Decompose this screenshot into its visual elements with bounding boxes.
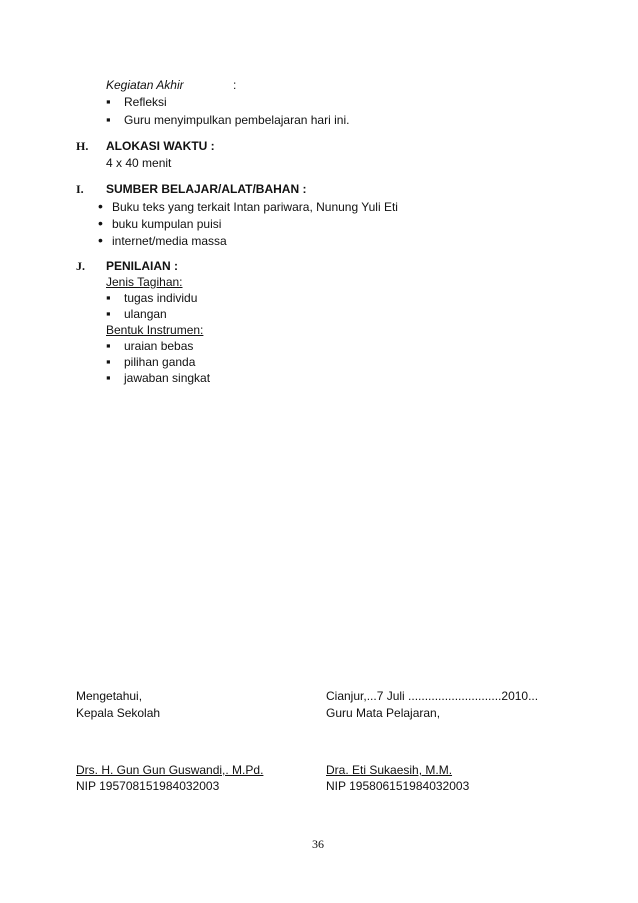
- section-letter-j: J.: [76, 259, 85, 273]
- section-letter-h: H.: [76, 139, 89, 153]
- mengetahui-text: Mengetahui,: [76, 689, 143, 703]
- list-item: ▪ Guru menyimpulkan pembelajaran hari ini.: [106, 112, 349, 128]
- alokasi-waktu-text: 4 x 40 menit: [106, 156, 172, 170]
- kegiatan-akhir-colon: :: [233, 78, 237, 92]
- list-item: ▪ pilihan ganda: [106, 354, 195, 370]
- page-number: 36: [312, 837, 324, 851]
- kegiatan-akhir-label: Kegiatan Akhir: [106, 78, 184, 92]
- teacher-nip: NIP 195806151984032003: [326, 779, 470, 793]
- section-title-j: PENILAIAN :: [106, 259, 178, 273]
- place-date-text: Cianjur,...7 Juli ............................2010...: [326, 689, 539, 703]
- kepala-sekolah-text: Kepala Sekolah: [76, 706, 161, 720]
- list-item: • Buku teks yang terkait Intan pariwara, Nunung Yuli Eti: [98, 198, 398, 215]
- principal-name: Drs. H. Gun Gun Guswandi,. M.Pd.: [76, 763, 264, 777]
- principal-nip: NIP 195708151984032003: [76, 779, 220, 793]
- list-item: ▪ tugas individu: [106, 290, 197, 306]
- list-item: • buku kumpulan puisi: [98, 215, 221, 232]
- section-title-i: SUMBER BELAJAR/ALAT/BAHAN :: [106, 182, 307, 196]
- list-item: ▪ ulangan: [106, 306, 167, 322]
- list-item: • internet/media massa: [98, 232, 227, 249]
- list-item: ▪ uraian bebas: [106, 338, 193, 354]
- list-item: ▪ jawaban singkat: [106, 370, 210, 386]
- list-item: ▪ Refleksi: [106, 94, 167, 110]
- teacher-name: Dra. Eti Sukaesih, M.M.: [326, 763, 453, 777]
- bentuk-instrumen-label: Bentuk Instrumen:: [106, 323, 204, 337]
- section-title-h: ALOKASI WAKTU :: [106, 139, 215, 153]
- section-letter-i: I.: [76, 182, 84, 196]
- guru-mata-pelajaran-text: Guru Mata Pelajaran,: [326, 706, 441, 720]
- jenis-tagihan-label: Jenis Tagihan:: [106, 275, 183, 289]
